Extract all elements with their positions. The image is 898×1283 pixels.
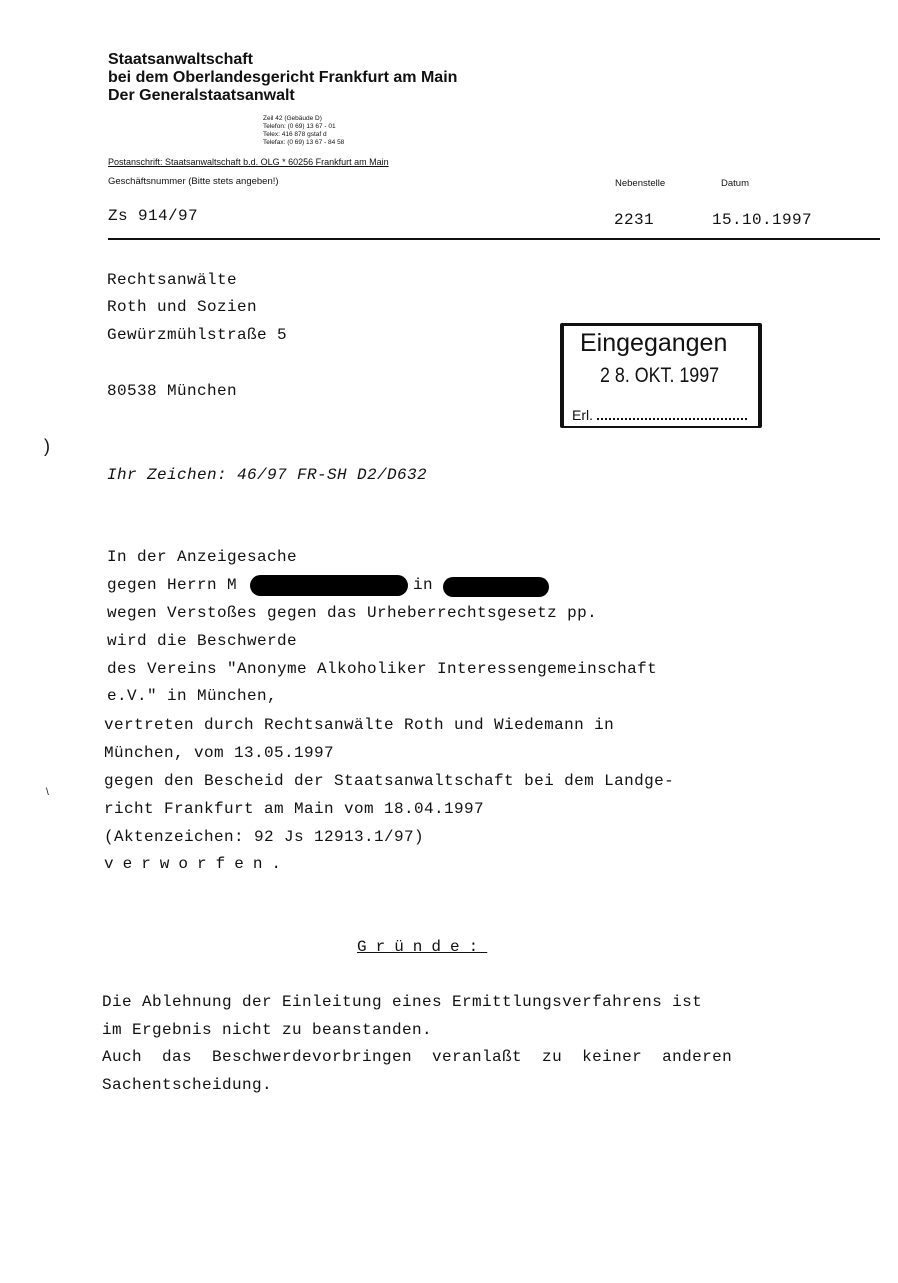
body-line-10: richt Frankfurt am Main vom 18.04.1997 — [104, 800, 485, 818]
body-line-1: In der Anzeigesache — [107, 548, 298, 566]
date-label: Datum — [721, 178, 749, 189]
stamp-date: 2 8. OKT. 1997 — [600, 364, 720, 387]
body-line-3: wegen Verstoßes gegen das Urheberrechtsgesetz pp. — [107, 604, 598, 622]
recipient-line2: Roth und Sozien — [107, 298, 258, 316]
reasons-line-4: Sachentscheidung. — [102, 1076, 273, 1094]
contact-fax: Telefax: (0 69) 13 67 - 84 58 — [263, 139, 345, 146]
body-line-4: wird die Beschwerde — [107, 632, 298, 650]
body-line-9: gegen den Bescheid der Staatsanwaltschaft bei dem Landge- — [104, 772, 675, 790]
contact-address: Zeil 42 (Gebäude D) — [263, 115, 322, 122]
scan-mark-1: ) — [44, 436, 50, 456]
redaction-name — [250, 575, 408, 596]
postal-address: Postanschrift: Staatsanwaltschaft b.d. OLG * 60256 Frankfurt am Main — [108, 157, 389, 167]
body-line-5: des Vereins "Anonyme Alkoholiker Interessengemeinschaft — [107, 660, 658, 678]
stamp-title: Eingegangen — [580, 329, 728, 357]
received-stamp — [560, 323, 762, 428]
extension-label: Nebenstelle — [615, 178, 666, 189]
body-line-6: e.V." in München, — [107, 687, 278, 705]
redaction-place — [443, 577, 549, 597]
body-line-11: (Aktenzeichen: 92 Js 12913.1/97) — [104, 828, 425, 846]
letter-date: 15.10.1997 — [712, 211, 813, 229]
reference-number-label: Geschäftsnummer (Bitte stets angeben!) — [108, 176, 279, 187]
recipient-line3: Gewürzmühlstraße 5 — [107, 326, 288, 344]
stamp-erl-line — [597, 418, 747, 420]
decision-verworfen: verworfen. — [104, 855, 291, 873]
stamp-erl-label: Erl. — [572, 407, 593, 423]
reference-number: Zs 914/97 — [108, 207, 199, 225]
letterhead-line2: bei dem Oberlandesgericht Frankfurt am Main — [108, 69, 458, 86]
header-divider — [108, 238, 880, 240]
reasons-line-2: im Ergebnis nicht zu beanstanden. — [102, 1021, 433, 1039]
body-line-8: München, vom 13.05.1997 — [104, 744, 335, 762]
recipient-city: 80538 München — [107, 382, 238, 400]
reasons-line-1: Die Ablehnung der Einleitung eines Ermittlungsverfahrens ist — [102, 993, 703, 1011]
body-line-2a: gegen Herrn M — [107, 576, 238, 594]
recipient-line1: Rechtsanwälte — [107, 271, 238, 289]
body-line-2b: in — [413, 576, 434, 594]
letterhead-line1: Staatsanwaltschaft — [108, 51, 253, 68]
your-reference: Ihr Zeichen: 46/97 FR-SH D2/D632 — [107, 466, 428, 484]
reasons-line-3: Auch das Beschwerdevorbringen veranlaßt zu keiner anderen — [102, 1048, 733, 1066]
body-line-7: vertreten durch Rechtsanwälte Roth und Wiedemann in — [104, 716, 615, 734]
reasons-heading: Gründe: — [357, 938, 488, 956]
contact-phone: Telefon: (0 69) 13 67 - 01 — [263, 123, 336, 130]
contact-telex: Telex: 416 878 gstaf d — [263, 131, 327, 138]
extension-number: 2231 — [614, 211, 655, 229]
scan-mark-2: \ — [46, 787, 49, 798]
letterhead-line3: Der Generalstaatsanwalt — [108, 87, 295, 104]
